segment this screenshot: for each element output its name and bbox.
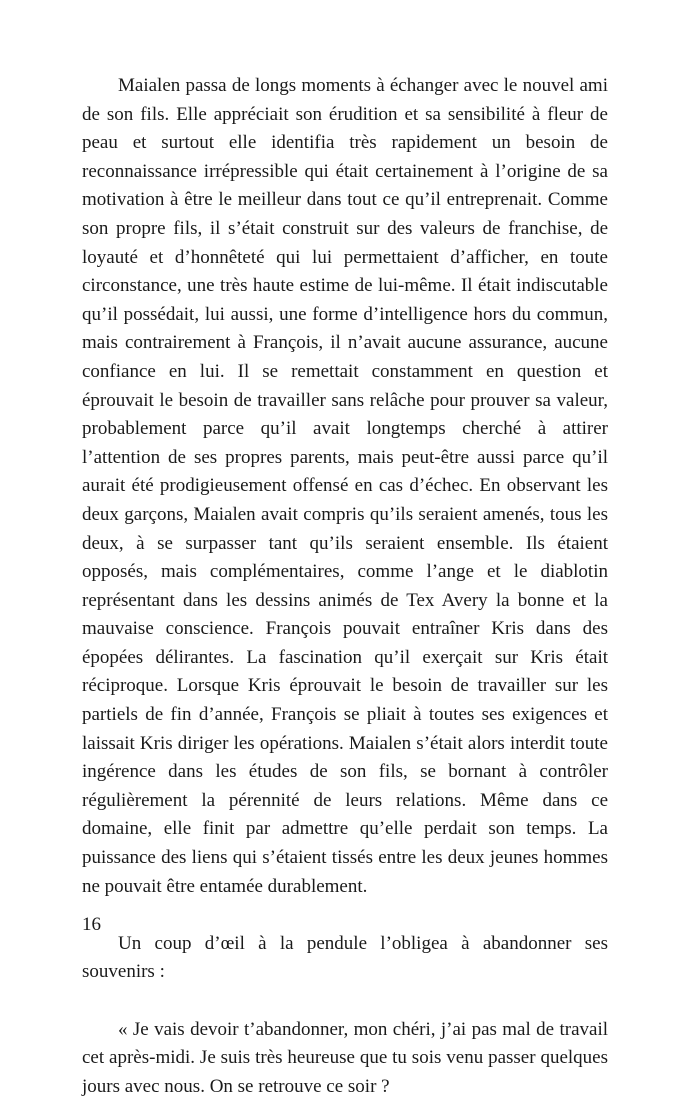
body-text [82, 72, 608, 1101]
paragraph-dialogue: « Je vais devoir t’abandonner, mon chéri, j’ai pas mal de travail cet après-midi. Je suis très heureuse que tu sois venu passer quelques jours avec nous. On se retrouve ce soir ? [82, 1018, 608, 1097]
page-number: 16 [82, 914, 101, 935]
paragraph-clock-glance: Un coup d’œil à la pendule l’obligea à abandonner ses souvenirs : [82, 932, 608, 983]
paragraph-memory: Maialen passa de longs moments à échanger avec le nouvel ami de son fils. Elle appréciait son érudition et sa sensibilité à fleur de peau et surtout elle identifia très rapidement un besoin de reconnaissance irrépressible qui était certainement à l’origine de sa motivation à être le meilleur dans tout ce qu’il entreprenait. Comme son propre fils, il s’était construit sur des valeurs de franchise, de loyauté et d’honnêteté qui lui permettaient d’afficher, en toute circonstance, une très haute estime de lui-même. Il était indiscutable qu’il possédait, lui aussi, une forme d’intelligence hors du commun, mais contrairement à François, il n’avait aucune assurance, aucune confiance en lui. Il se remettait constamment en question et éprouvait le besoin de travailler sans relâche pour prouver sa valeur, probablement parce qu’il avait longtemps cherché à attirer l’attention de ses propres parents, mais peut-être aussi parce qu’il aurait été prodigieusement offensé en cas d’échec. En observant les deux garçons, Maialen avait compris qu’ils seraient amenés, tous les deux, à se surpasser tant qu’ils seraient ensemble. Ils étaient opposés, mais complémentaires, comme l’ange et le diablotin représentant dans les dessins animés de Tex Avery la bonne et la mauvaise conscience. François pouvait entraîner Kris dans des épopées délirantes. La fascination qu’il exerçait sur Kris était réciproque. Lorsque Kris éprouvait le besoin de travailler sur les partiels de fin d’année, François se pliait à toutes ses exigences et laissait Kris diriger les opérations. Maialen s’était alors interdit toute ingérence dans les études de son fils, se bornant à contrôler régulièrement la pérennité de leurs relations. Même dans ce domaine, elle finit par admettre qu’elle perdait son temps. La puissance des liens qui s’étaient tissés entre les deux jeunes hommes ne pouvait être entamée durablement. [82, 75, 608, 897]
